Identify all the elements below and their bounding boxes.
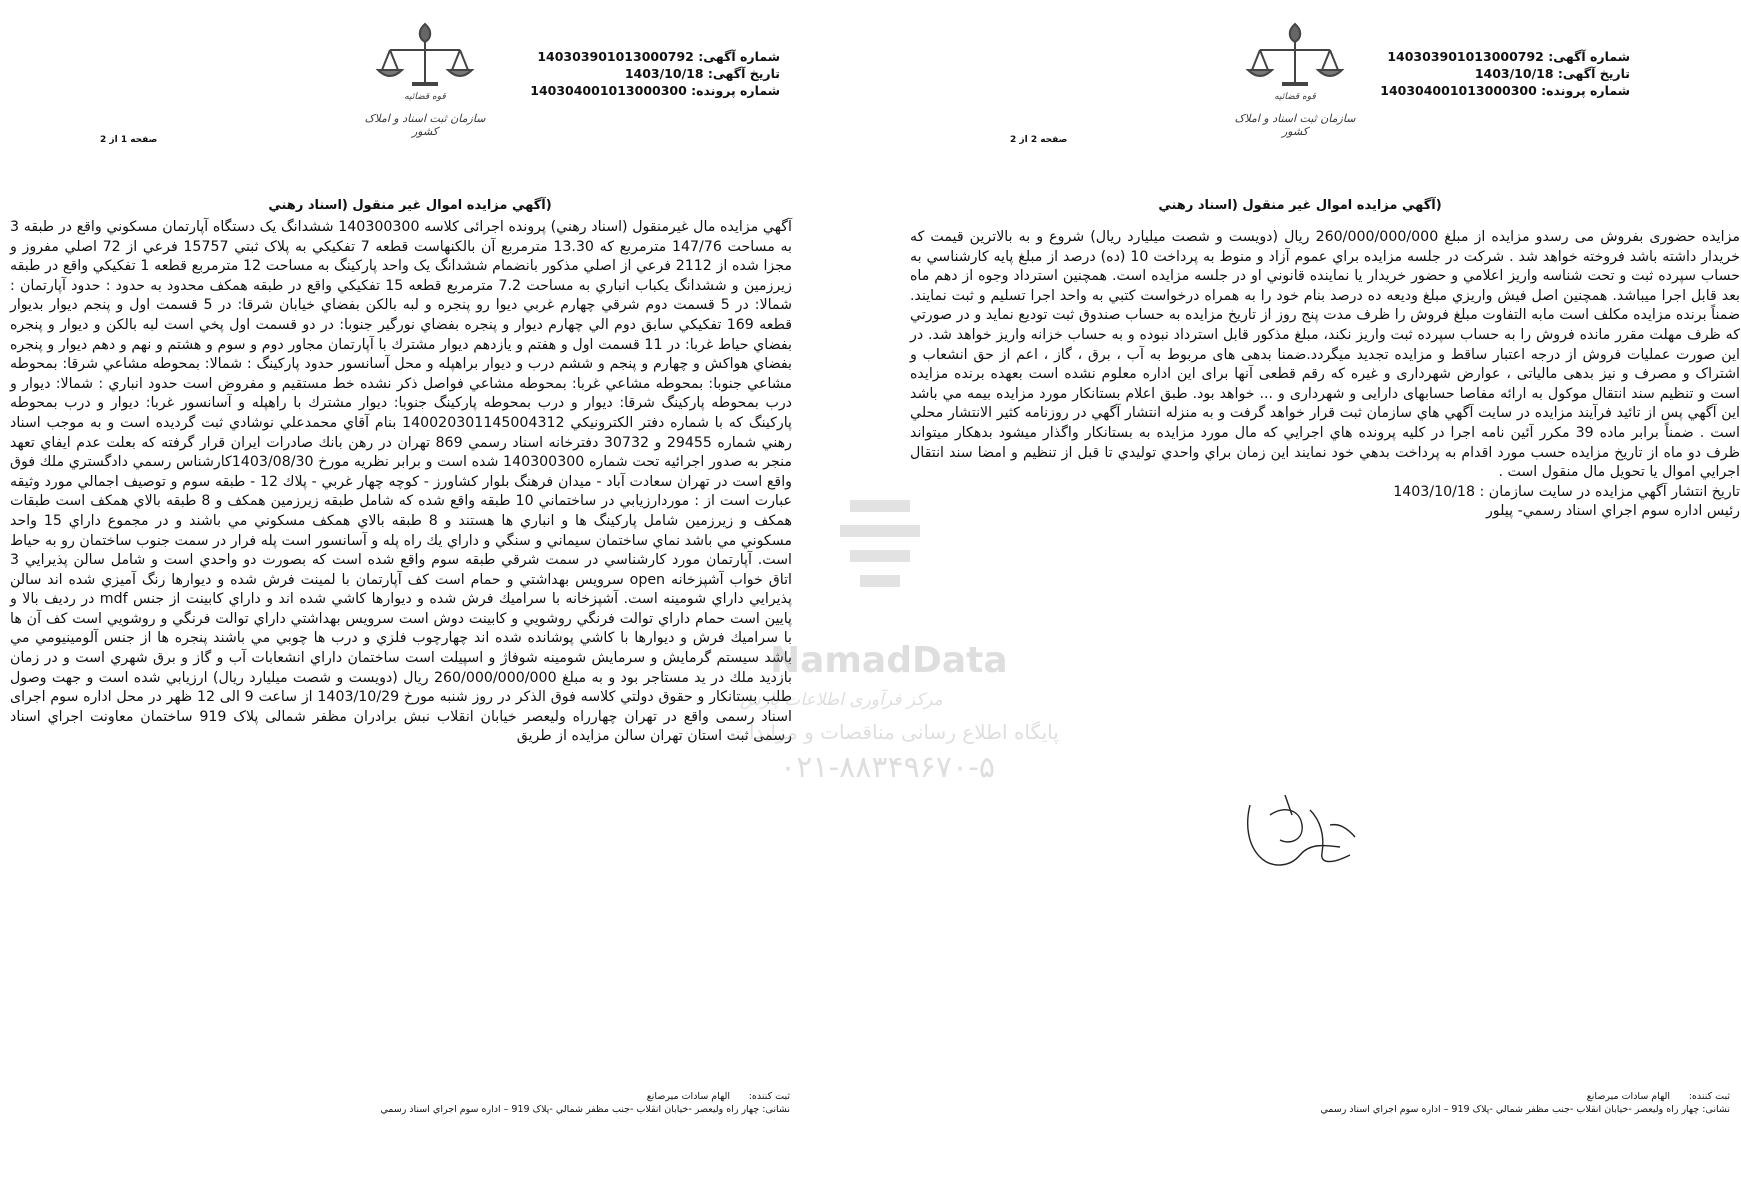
- file-number: 140304001013000300: [530, 83, 687, 98]
- watermark-brand: NamadData: [770, 640, 1008, 681]
- watermark-line-1: مرکز فرآوری اطلاعات پارس: [740, 690, 943, 710]
- footer: [1140, 1090, 1730, 1116]
- judiciary-emblem: [360, 12, 490, 162]
- ad-number-label: شماره آگهی:: [1548, 49, 1630, 64]
- judiciary-label: قوه قضائیه: [1274, 92, 1316, 102]
- ad-date-label: تاریخ آگهی:: [1557, 66, 1630, 81]
- address: چهار راه وليعصر -خيابان انقلاب -جنب مظفر شمالي -پلاک 919 – اداره سوم اجراي اسناد رسمي: [1320, 1104, 1700, 1115]
- watermark-phone: ۰۲۱-۸۸۳۴۹۶۷۰-۵: [780, 750, 996, 785]
- handwritten-signature: [1230, 785, 1380, 885]
- file-number: 140304001013000300: [1380, 83, 1537, 98]
- registrar-name: الهام سادات ميرصانع: [1586, 1091, 1670, 1102]
- document-page-1: [0, 0, 870, 1199]
- ad-number-label: شماره آگهی:: [698, 49, 780, 64]
- publish-date-line: تاريخ انتشار آگهي مزايده در سايت سازمان : 1403/10/18: [1393, 483, 1740, 500]
- address-label: نشانی:: [762, 1104, 790, 1115]
- document-page-2: [900, 0, 1741, 1199]
- notice-body: [10, 218, 792, 747]
- ad-date-label: تاریخ آگهی:: [707, 66, 780, 81]
- notice-title: (آگهي مزايده اموال غير منقول (اسناد رهني: [1158, 198, 1442, 213]
- ad-number: 140303901013000792: [1387, 49, 1544, 64]
- judiciary-label: قوه قضائیه: [404, 92, 446, 102]
- ad-date: 1403/10/18: [1474, 66, 1554, 81]
- notice-body-paragraph: مزایده حضوری بفروش می رسدو مزايده از مبلغ 260/000/000/000 ريال (دويست و شصت ميليارد ريال) شروع و به بالاترين قيمت كه خريدار داشته باشد فروخته خواهد شد . شركت در جلسه مزايده براي عموم آزاد و منوط به پرداخت 10 (ده) درصد از مبلغ پايه كارشناسي به حساب سپرده ثبت و تحت شناسه واريز اعلامي و حضور خريدار يا نماينده قانوني او در جلسه مزايده است. همچنين استرداد وجوه از دهم ماه بعد قابل اجرا ميباشد. همچنين اصل فيش واريزي مبلغ وديعه ده درصد بنام خود را به همراه درخواست كتبي به واحد اجرا تسليم و ثبت نمايند. ضمناً برنده مزايده مكلف است مابه التفاوت مبلغ فروش را ظرف مدت پنج روز از تاريخ مزايده به حساب صندوق ثبت توديع نمايد و در صورتي كه ظرف مهلت مقرر مانده فروش را به حساب سپرده ثبت واريز نكند، مبلغ مذكور قابل استرداد نبوده و به حساب خزانه واريز خواهد شد. در اين صورت عمليات فروش از درجه اعتبار ساقط و مزايده تجديد ميگردد.ضمنا بدهی های مربوط به آب ، برق ، گاز ، اعم از حق انشعاب و اشتراک و مصرف و نیز بدهی مالیاتی ، عوارض شهرداری و غیره که رقم قطعی آنها برای این اداره معلوم نشده است بعهده برنده مزایده است و تنظیم سند انتقال موكول به ارائه مفاصا حسابهای دارایی و شهرداری و ... خواهد بود. طبق اعلام بستانكار مورد مزايده بيمه مي باشد اين آگهي پس از تائيد فرآيند مزايده در سايت آگهي هاي سازمان ثبت قرار خواهد گرفت و به منزله انتشار آگهي در روزنامه كثير الانتشار محلي است . ضمناً برابر ماده 39 مكرر آئين نامه اجرا در كليه پرونده هاي اجرايي كه مال مورد مزايده به بستانكار واگذار ميشود بدهكار ميتواند ظرف دو ماه از تاريخ مزايده حسب مورد اقدام به پرداخت بدهي خود نمايند اين زمان براي واحدي توليدي تا قبل از تنظيم و امضا سند انتقال اجرايي اموال يا تحويل مال منقول است .: [910, 229, 1740, 481]
- file-number-label: شماره پرونده:: [691, 83, 780, 98]
- scales-of-justice-icon: [360, 12, 490, 122]
- ad-meta: [1380, 48, 1630, 99]
- address: چهار راه وليعصر -خيابان انقلاب -جنب مظفر شمالي -پلاک 919 – اداره سوم اجراي اسناد رسمي: [380, 1104, 760, 1115]
- notice-title: (آگهي مزايده اموال غير منقول (اسناد رهني: [268, 198, 552, 213]
- notice-body-paragraph: آگهي مزايده مال غيرمنقول (اسناد رهني) پرونده اجرائی كلاسه 140300300 ششدانگ یک دستگاه آپارتمان مسکوني واقع در طبقه 3 به مساحت 147/76 مترمربع که 13.30 مترمربع آن بالكنهاست قطعه 7 تفكيكي به پلاک ثبتي 15757 فرعي از 72 اصلي مفروز و مجزا شده از 2112 فرعي از اصلي مذكور بانضمام ششدانگ یک واحد پارکينگ به مساحت 12 مترمربع قطعه 1 تفكيكي واقع در طبقه زيرزمين و ششدانگ يكباب انباري به مساحت 7.2 مترمربع قطعه 15 تفكيكي واقع در طبقه همكف محدود به حدود : حدود آپارتمان : شمالا: در 5 قسمت دوم شرقي چهارم غربي ديوا رو پنجره و لبه بالكن بفضاي خيابان شرقا: در 5 قسمت اول و پنجم ديوار بديوار قطعه 169 تفكيكي سابق دوم الي چهارم ديوار و پنجره بفضاي نورگير جنوبا: در دو قسمت اول پخي است لبه بالكن و ديوار و پنجره بفضاي حياط غربا: در 11 قسمت اول و هفتم و يازدهم ديوار مشترك با آپارتمان مجاور دوم و سوم و هشتم و نهم و دهم ديوار و پنجره بفضاي هواكش و چهارم و پنجم و ششم درب و ديوار براهپله و محل آسانسور حدود پاركينگ : شمالا: بمحوطه مشاعي شرقا: بمحوطه مشاعي جنوبا: بمحوطه مشاعي غربا: بمحوطه مشاعي فواصل ذكر نشده خط مستقيم و مفروض است حدود انباري : شمالا: ديوار و درب بمحوطه پاركينگ شرقا: ديوار و درب بمحوطه پاركينگ جنوبا: ديوار مشترك با راهپله و آسانسور غربا: ديوار و درب بمحوطه پاركينگ كه با شماره دفتر الكترونيكي 140020301145004312 بنام آقاي محمدعلي نوشادي ثبت گرديده است و به موجب اسناد رهني شماره 29455 و 30732 دفترخانه اسناد رسمي 869 تهران در رهن بانك صادرات ايران قرار گرفته كه بعلت عدم ايفاي تعهد منجر به صدور اجرائيه تحت شماره 140300300 شده است و برابر نظريه مورخ 1403/08/30كارشناس رسمي دادگستري ملك فوق واقع است در تهران سعادت آباد - ميدان فرهنگ بلوار كشاورز - كوچه چهار غربي - پلاك 12 - طبقه سوم و توصيف اجمالي مورد وثيقه عبارت است از : موردارزيابي در ساختماني 10 طبقه واقع شده كه شامل طبقه زيرزمين همكف و 8 طبقه بالاي همكف است طبقات همكف و زيرزمين شامل پاركينگ ها و انباري ها هستند و 8 طبقه بالاي همكف مسكوني مي باشند و در مجموع داراي 15 واحد مسكوني مي باشد نماي ساختمان سيماني و سنگي و داراي يك راه پله و آسانسور است پله فرار در سمت جنوب ساختمان رو به حياط است. آپارتمان مورد كارشناسي در سمت شرقي طبقه سوم واقع شده است كه بصورت دو واحدي است و شامل سالن پذيرايي 3 اتاق خواب آشپزخانه open سرويس بهداشتي و حمام است كف آپارتمان با لمينت فرش شده و ديوارها رنگ آميزي شده اند سالن پذيرايي داراي شومينه است. آشپزخانه با سراميك فرش شده و ديوارها كاشي شده اند و داراي كابينت از جنس mdf در رديف بالا و پايين است حمام داراي توالت فرنگي روشويي و كابينت دوش است سرويس بهداشتي داراي توالت فرنگي و روشويي است كف آن ها با سراميك فرش و ديوارها با كاشي پوشانده شده اند چهارچوب فلزي و درب ها چوبي مي باشند پنجره ها از جنس آلومينيومي مي باشد سيستم گرمايش و سرمايش شومينه شوفاژ و اسپيلت است ساختمان داراي انشعابات آب و گاز و برق شهري است و در زمان بازديد ملك در يد مستاجر بود و به مبلغ 260/000/000/000 ريال (دويست و شصت ميليارد ريال) ارزيابي شده است و جهت وصول طلب بستانكار و حقوق دولتي كلاسه فوق الذكر در روز شنبه مورخ 1403/10/29 از ساعت 9 الی 12 ظهر در محل اداره سوم اجرای اسناد رسمی واقع در تهران چهارراه وليعصر خيابان انقلاب نبش برادران مظفر شمالی پلاک 919 ساختمان معاونت اجراي اسناد رسمی ثبت استان تهران سالن مزايده از طريق: [10, 219, 793, 745]
- notice-body: [910, 228, 1740, 522]
- address-label: نشانی:: [1702, 1104, 1730, 1115]
- registrar-label: ثبت کننده:: [748, 1091, 790, 1102]
- watermark-line-2: پایگاه اطلاع رسانی مناقصات و مزایدات: [730, 720, 1059, 744]
- org-name: سازمان ثبت اسناد و املاک کشور: [1234, 112, 1356, 138]
- ad-number: 140303901013000792: [537, 49, 694, 64]
- ad-date: 1403/10/18: [624, 66, 704, 81]
- registrar-label: ثبت کننده:: [1688, 1091, 1730, 1102]
- org-name: سازمان ثبت اسناد و املاک کشور: [364, 112, 486, 138]
- judiciary-emblem: [1230, 12, 1360, 162]
- scales-of-justice-icon: [1230, 12, 1360, 122]
- registrar-name: الهام سادات ميرصانع: [646, 1091, 730, 1102]
- ad-meta: [530, 48, 780, 99]
- footer: [240, 1090, 790, 1116]
- signer-title: رئيس اداره سوم اجراي اسناد رسمي- پيلور: [1485, 503, 1740, 520]
- page-number: صفحه 2 از 2: [1010, 135, 1068, 145]
- page-number: صفحه 1 از 2: [100, 135, 158, 145]
- file-number-label: شماره پرونده:: [1541, 83, 1630, 98]
